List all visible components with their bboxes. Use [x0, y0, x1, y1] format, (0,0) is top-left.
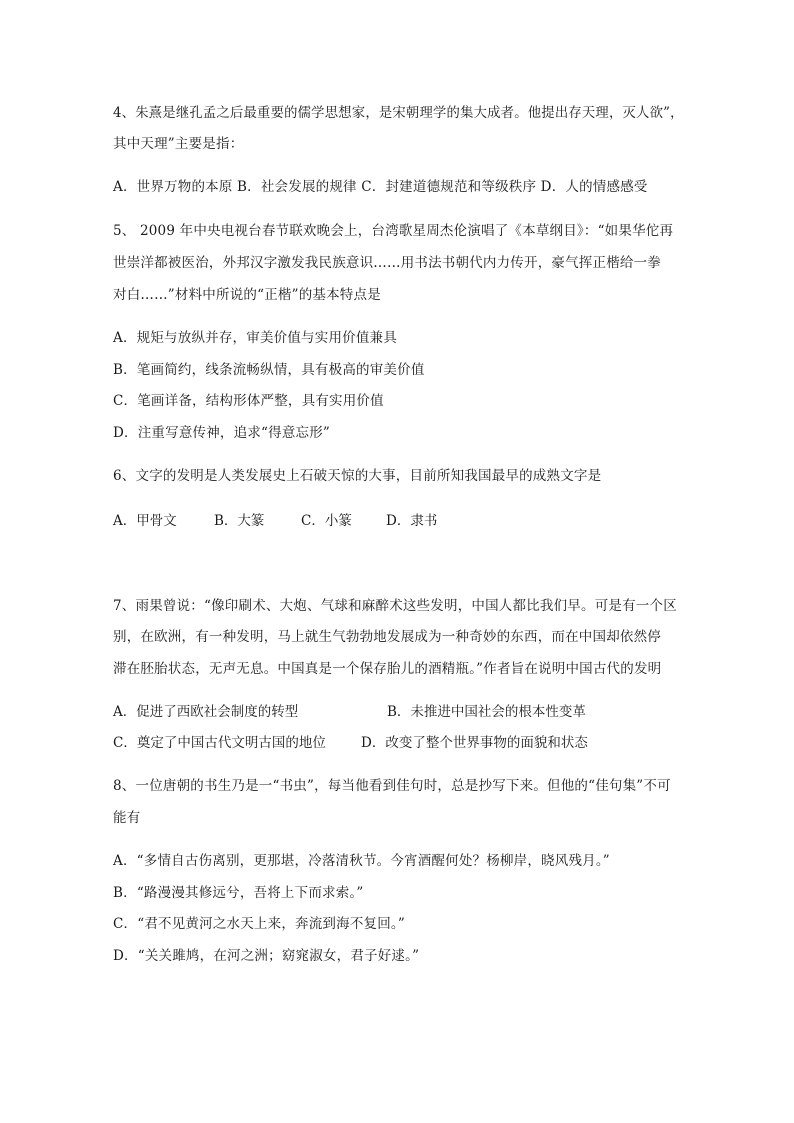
q6-option-c: C．小篆	[301, 513, 352, 529]
q7-stem-line-2: 别，在欧洲，有一种发明，马上就生气勃勃地发展成为一种奇妙的东西，而在中国却依然停	[113, 629, 661, 645]
q7-option-c: C．奠定了中国古代文明古国的地位	[113, 735, 326, 751]
q4-stem-line-1: 4、朱熹是继孔孟之后最重要的儒学思想家，是宋朝理学的集大成者。他提出存天理，灭人欲”，	[113, 105, 684, 121]
q8-option-a: A．“多情自古伤离别，更那堪，冷落清秋节。今宵酒醒何处？杨柳岸，晓风残月。”	[113, 853, 610, 869]
q8-stem-line-2: 能有	[113, 810, 141, 826]
q8-option-d: D．“关关雎鸠，在河之洲；窈窕淑女，君子好逑。”	[113, 948, 420, 964]
q6-option-b: B．大篆	[214, 513, 265, 529]
q5-stem-line-1: 5、 2009 年中央电视台春节联欢晚会上，台湾歌星周杰伦演唱了《本草纲目》：“如果华佗再	[113, 223, 674, 239]
q5-option-a: A．规矩与放纵并存，审美价值与实用价值兼具	[113, 330, 397, 346]
q5-option-b: B．笔画简约，线条流畅纵情，具有极高的审美价值	[113, 362, 425, 378]
q7-option-b: B．未推进中国社会的根本性变革	[387, 704, 586, 720]
q6-stem: 6、文字的发明是人类发展史上石破天惊的大事，目前所知我国最早的成熟文字是	[113, 468, 602, 484]
q7-option-a: A．促进了西欧社会制度的转型	[113, 704, 299, 720]
q8-option-c: C．“君不见黄河之水天上来，奔流到海不复回。”	[113, 916, 405, 932]
q5-option-d: D．注重写意传神，追求“得意忘形”	[113, 425, 331, 441]
q5-stem-line-3: 对白……”材料中所说的“正楷”的基本特点是	[113, 287, 381, 303]
q7-option-d: D．改变了整个世界事物的面貌和状态	[361, 735, 588, 751]
q4-options: A．世界万物的本原 B．社会发展的规律 C．封建道德规范和等级秩序 D．人的情感感受	[113, 179, 648, 195]
q7-stem-line-3: 滞在胚胎状态，无声无息。中国真是一个保存胎儿的酒精瓶。”作者旨在说明中国古代的发明	[113, 661, 662, 677]
q6-option-d: D．隶书	[386, 513, 438, 529]
q5-option-c: C．笔画详备，结构形体严整，具有实用价值	[113, 393, 384, 409]
q8-stem-line-1: 8、一位唐朝的书生乃是一“书虫”，每当他看到佳句时，总是抄写下来。但他的“佳句集”不可	[113, 778, 671, 794]
q6-option-a: A．甲骨文	[113, 513, 177, 529]
q8-option-b: B．“路漫漫其修远兮，吾将上下而求索。”	[113, 885, 364, 901]
q4-stem-line-2: 其中天理”主要是指：	[113, 136, 244, 152]
q7-stem-line-1: 7、雨果曾说：“像印刷术、大炮、气球和麻醉术这些发明，中国人都比我们早。可是有一个区	[113, 598, 677, 614]
q5-stem-line-2: 世崇洋都被医治，外邦汉字激发我民族意识……用书法书朝代内力传开，豪气挥正楷给一拳	[113, 255, 661, 271]
